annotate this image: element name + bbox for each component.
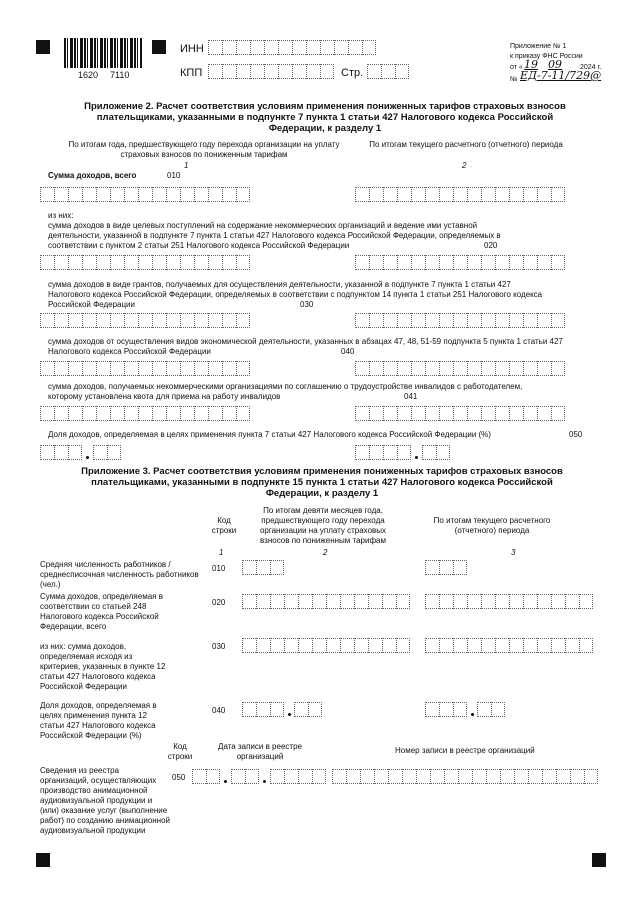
app3-row050-reg-number[interactable]: [332, 769, 598, 784]
app2-title: Приложение 2. Расчет соответствия условиям применения пониженных тарифов страховых взносов плательщиками, указанными в подпункте 7 пункта 1 статьи 427 Налогового кодекса Российской Федерации, к разделу 1: [84, 101, 566, 134]
alignment-mark-top-left: [36, 40, 50, 54]
barcode-number-right: 7110: [110, 70, 130, 80]
app3-row040-label: Доля доходов, определяемая в целях применения пункта 12 статьи 427 Налогового кодекса Российской Федерации (%): [40, 701, 157, 740]
app3-row030-col2[interactable]: [242, 638, 410, 653]
alignment-mark-bottom-right: [592, 853, 606, 867]
app2-row041-col2[interactable]: [355, 406, 565, 421]
inn-label: ИНН: [180, 43, 204, 55]
app2-col1-num: 1: [184, 161, 189, 170]
app2-row040-text: сумма доходов от осуществления видов экономической деятельности, указанных в абзацах 47, 48, 51-59 подпункта 5 пункта 1 статьи 427 Налогового кодекса Российской Федерации: [48, 337, 563, 356]
appendix-ref-day: 19: [524, 58, 538, 71]
app3-row050-label: Сведения из реестра организаций, осуществляющих производство анимационной аудиовизуальной продукции и (или) оказание услуг (выполнение работ) по созданию анимационной аудиовизуальной продукции: [40, 766, 171, 835]
page-field[interactable]: [367, 64, 409, 79]
app3-col3-header: По итогам текущего расчетного (отчетного) периода: [433, 516, 551, 535]
app2-row030-text: сумма доходов в виде грантов, получаемых для осуществления деятельности, указанной в подпункте 7 пункта 1 статьи 427 Налогового кодекса Российской Федерации, определяемых в соответствии с подпунктом 14 пункта 1 статьи 251 Налогового кодекса Российской Федерации: [48, 280, 543, 309]
appendix-ref-no: ЕД-7-11/729@: [520, 69, 602, 82]
alignment-mark-bottom-left: [36, 853, 50, 867]
app3-col-code-num: 1: [219, 548, 224, 557]
app3-col2-header: По итогам девяти месяцев года, предшествующего году перехода организации на уплату страховых взносов по пониженным тарифам: [259, 506, 387, 545]
app2-of-which: из них:: [48, 211, 74, 220]
app2-row010-col2[interactable]: [355, 187, 565, 202]
kpp-field[interactable]: [208, 64, 334, 79]
app3-reg-date-header: Дата записи в реестре организаций: [218, 742, 302, 761]
app2-row050-col2-int[interactable]: [355, 445, 411, 460]
kpp-label: КПП: [180, 67, 203, 79]
app3-row050-date-day[interactable]: [192, 769, 220, 784]
app3-row030-col3[interactable]: [425, 638, 593, 653]
app3-reg-code-header: Код строки: [167, 742, 193, 761]
app2-row010-code: 010: [167, 171, 181, 180]
app3-row010-code: 010: [212, 564, 226, 573]
app3-row040-col2-frac[interactable]: [294, 702, 322, 717]
app3-row020-col3[interactable]: [425, 594, 593, 609]
app3-row040-code: 040: [212, 706, 226, 715]
app2-row050-text: Доля доходов, определяемая в целях применения пункта 7 статьи 427 Налогового кодекса Российской Федерации (%): [48, 430, 491, 439]
app3-row050-code: 050: [172, 773, 186, 782]
app2-row030-col1[interactable]: [40, 313, 250, 328]
app3-col2-num: 2: [323, 548, 328, 557]
barcode: [64, 38, 142, 68]
app3-row030-label: из них: сумма доходов, определяемая исходя из критериев, указанных в пункте 12 статьи 427 Налогового кодекса Российской Федерации: [40, 642, 166, 691]
app2-row050-col2-decimal-point: [415, 456, 418, 459]
barcode-number-left: 1620: [78, 70, 99, 80]
app3-title: Приложение 3. Расчет соответствия условиям применения пониженных тарифов страховых взносов плательщиками, указанными в подпункте 15 пункта 1 статьи 427 Налогового кодекса Российской Федерации, к разделу 1: [81, 466, 563, 499]
appendix-ref-line1: Приложение № 1: [510, 43, 567, 50]
app2-row020-col1[interactable]: [40, 255, 250, 270]
app3-reg-num-header: Номер записи в реестре организаций: [395, 746, 535, 755]
app2-row040-code: 040: [341, 347, 355, 356]
app2-row050-col1-frac[interactable]: [93, 445, 121, 460]
app2-row041-text: сумма доходов, получаемых некоммерческими организациями по соглашению о трудоустройстве инвалидов с работодателем, которому установлена квота для приема на работу инвалидов: [48, 382, 523, 401]
app2-row041-col1[interactable]: [40, 406, 250, 421]
app3-row040-col2-int[interactable]: [242, 702, 284, 717]
app2-row050-col2-frac[interactable]: [422, 445, 450, 460]
app3-row050-date-sep2: [263, 780, 266, 783]
page-label: Стр.: [341, 67, 364, 79]
app2-row030-code: 030: [300, 300, 314, 309]
appendix-ref-no-prefix: №: [510, 76, 518, 83]
appendix-ref-month: 09: [548, 58, 562, 71]
app2-row010-col1[interactable]: [40, 187, 250, 202]
alignment-mark-top-right: [152, 40, 166, 54]
app3-col3-num: 3: [511, 548, 516, 557]
app3-col-code-header: Код строки: [211, 516, 237, 535]
app2-row050-col1-int[interactable]: [40, 445, 82, 460]
app3-row020-label: Сумма доходов, определяемая в соответствии со статьей 248 Налогового кодекса Российской Федерации, всего: [40, 592, 163, 631]
app2-row040-col2[interactable]: [355, 361, 565, 376]
inn-field[interactable]: [208, 40, 376, 55]
app2-row020-col2[interactable]: [355, 255, 565, 270]
app2-row030-col2[interactable]: [355, 313, 565, 328]
app2-row020-code: 020: [484, 241, 498, 250]
app2-col2-num: 2: [462, 161, 467, 170]
app3-row020-col2[interactable]: [242, 594, 410, 609]
app3-row020-code: 020: [212, 598, 226, 607]
app3-row040-col3-decimal-point: [471, 713, 474, 716]
app3-row050-date-year[interactable]: [270, 769, 326, 784]
app3-row040-col3-int[interactable]: [425, 702, 467, 717]
app2-col2-header: По итогам текущего расчетного (отчетного) периода: [369, 140, 563, 149]
app3-row030-code: 030: [212, 642, 226, 651]
app2-row010-label: Сумма доходов, всего: [48, 171, 137, 180]
appendix-ref-year: 2024 г.: [580, 64, 602, 71]
app2-col1-header: По итогам года, предшествующего году перехода организации на уплату страховых взносов по пониженным тарифам: [68, 140, 340, 159]
app3-row010-col2[interactable]: [242, 560, 284, 575]
app3-row040-col3-frac[interactable]: [477, 702, 505, 717]
app2-row050-col1-decimal-point: [86, 456, 89, 459]
app2-row020-text: сумма доходов в виде целевых поступлений на содержание некоммерческих организаций и ведение ими уставной деятельности, указанной в подпункте 7 пункта 1 статьи 427 Налогового кодекса Российской Федерации, определяемых в соответствии с пунктом 2 статьи 251 Налогового кодекса Российской Федерации: [48, 221, 501, 250]
app2-row050-code: 050: [569, 430, 583, 439]
appendix-ref-line2: к приказу ФНС России: [510, 53, 583, 60]
app2-row040-col1[interactable]: [40, 361, 250, 376]
app3-row050-date-month[interactable]: [231, 769, 259, 784]
app3-row040-col2-decimal-point: [288, 713, 291, 716]
app2-row041-code: 041: [404, 392, 418, 401]
app3-row010-label: Средняя численность работников / среднесписочная численность работников (чел.): [40, 560, 199, 589]
app3-row010-col3[interactable]: [425, 560, 467, 575]
appendix-ref-date-prefix: от «: [510, 64, 523, 71]
app3-row050-date-sep1: [224, 780, 227, 783]
